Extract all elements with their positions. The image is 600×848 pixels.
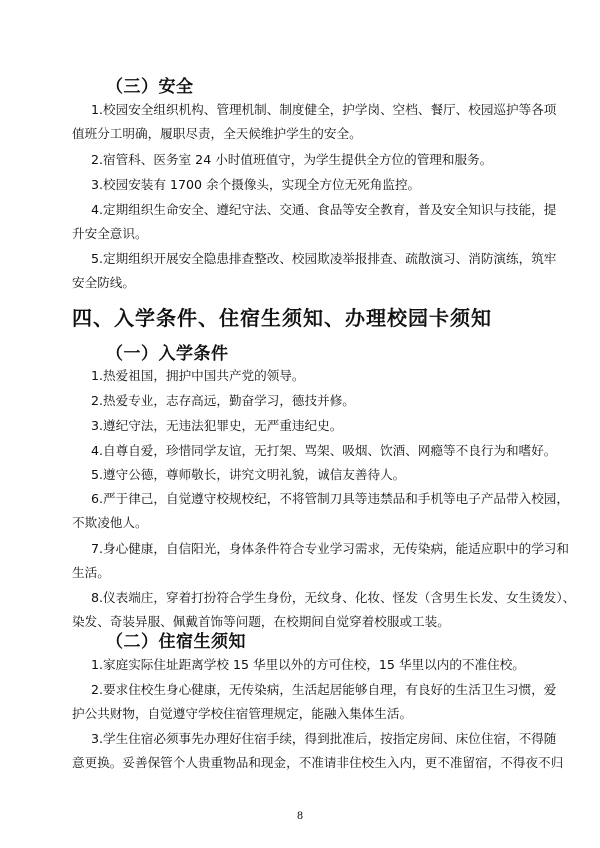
paragraph xyxy=(72,678,557,726)
paragraph xyxy=(72,364,534,388)
paragraph-line: 不欺凌他人。 xyxy=(72,515,148,530)
paragraph-line: 3.学生住宿必须事先办理好住宿手续，得到批准后，按指定房间、床位住宿，不得随 xyxy=(91,731,557,746)
paragraph-line: 3.遵纪守法，无违法犯罪史，无严重违纪史。 xyxy=(91,418,343,433)
paragraph-line: 1.家庭实际住址距离学校 15 华里以外的方可住校，15 华里以内的不准住校。 xyxy=(91,657,525,672)
paragraph-line: 1.校园安全组织机构、管理机制、制度健全，护学岗、空档、餐厅、校园巡护等各项 xyxy=(91,102,557,117)
paragraph-line: 安全防线。 xyxy=(72,275,135,290)
paragraph xyxy=(72,98,557,146)
paragraph-line: 值班分工明确，履职尽责，全天候维护学生的安全。 xyxy=(72,126,362,141)
section-heading-safety: （三）安全 xyxy=(106,77,194,97)
paragraph-line: 4.定期组织生命安全、遵纪守法、交通、食品等安全教育，普及安全知识与技能，提 xyxy=(91,202,557,217)
page-number: 8 xyxy=(296,811,304,822)
paragraph-line: 6.严于律己，自觉遵守校规校纪，不将管制刀具等违禁品和手机等电子产品带入校园， xyxy=(91,491,569,506)
paragraph xyxy=(72,487,569,535)
paragraph-line: 2.热爱专业，志存高远，勤奋学习，德技并修。 xyxy=(91,393,355,408)
paragraph xyxy=(72,198,557,246)
paragraph-line: 1.热爱祖国，拥护中国共产党的领导。 xyxy=(91,368,305,383)
paragraph-line: 8.仪表端庄，穿着打扮符合学生身份，无纹身、化妆、怪发（含男生长发、女生烫发）、 xyxy=(91,590,576,605)
paragraph-line: 染发、奇装异服、佩戴首饰等问题，在校期间自觉穿着校服或工装。 xyxy=(72,614,450,629)
paragraph-line: 5.定期组织开展安全隐患排查整改、校园欺凌举报排查、疏散演习、消防演练，筑牢 xyxy=(91,251,557,266)
paragraph xyxy=(72,653,534,677)
paragraph xyxy=(72,439,557,463)
paragraph-line: 4.自尊自爱，珍惜同学友谊，无打架、骂架、吸烟、饮酒、网瘾等不良行为和嗜好。 xyxy=(91,443,557,458)
paragraph-line: 2.宿管科、医务室 24 小时值班值守，为学生提供全方位的管理和服务。 xyxy=(91,152,493,167)
paragraph xyxy=(72,247,557,295)
paragraph-line: 意更换。妥善保管个人贵重物品和现金，不准请非住校生入内，更不准留宿，不得夜不归 xyxy=(72,755,564,770)
paragraph-line: 生活。 xyxy=(72,565,110,580)
paragraph xyxy=(72,389,534,413)
paragraph-line: 7.身心健康，自信阳光，身体条件符合专业学习需求，无传染病，能适应职中的学习和 xyxy=(91,541,569,556)
paragraph xyxy=(72,414,534,438)
paragraph xyxy=(72,537,569,585)
chapter-heading: 四、入学条件、住宿生须知、办理校园卡须知 xyxy=(72,306,492,330)
paragraph-line: 2.要求住校生身心健康，无传染病，生活起居能够自理，有良好的生活卫生习惯，爱 xyxy=(91,682,557,697)
paragraph xyxy=(72,173,534,197)
section-heading-admission: （一）入学条件 xyxy=(106,344,229,364)
paragraph-line: 升安全意识。 xyxy=(72,226,148,241)
paragraph xyxy=(72,148,534,172)
paragraph-line: 3.校园安装有 1700 余个摄像头，实现全方位无死角监控。 xyxy=(91,177,421,192)
section-heading-dorm: （二）住宿生须知 xyxy=(106,632,246,652)
paragraph-line: 5.遵守公德，尊师敬长，讲究文明礼貌，诚信友善待人。 xyxy=(91,467,406,482)
paragraph-line: 护公共财物，自觉遵守学校住宿管理规定，能融入集体生活。 xyxy=(72,706,413,721)
paragraph xyxy=(72,463,534,487)
paragraph xyxy=(72,727,564,775)
